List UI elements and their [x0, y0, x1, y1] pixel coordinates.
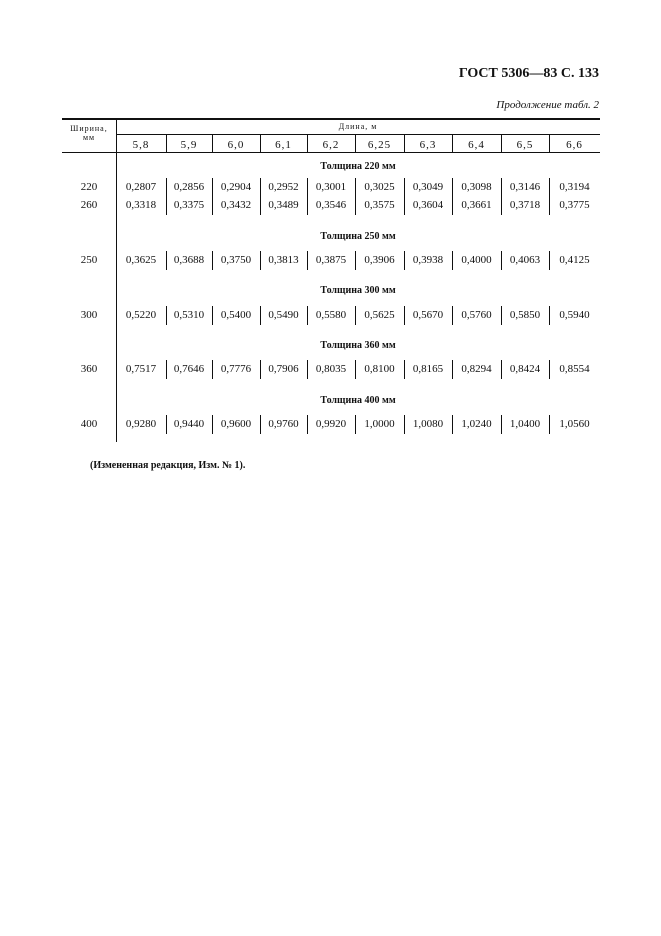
table-cell: 1,0000 — [364, 418, 395, 430]
cell-divider — [355, 360, 356, 379]
table-cell: 0,5850 — [509, 309, 541, 321]
row-width-label: 300 — [80, 309, 98, 321]
table-cell: 0,3025 — [364, 181, 395, 193]
row-width-label: 400 — [80, 418, 98, 430]
length-header: 6,5 — [516, 139, 534, 151]
cell-divider — [549, 360, 550, 379]
table-cell: 0,2807 — [125, 181, 157, 193]
cell-divider — [549, 196, 550, 215]
table-cell: 0,4125 — [559, 254, 590, 266]
length-header: 6,0 — [227, 139, 245, 151]
column-divider — [452, 135, 453, 152]
table-cell: 0,8294 — [461, 363, 492, 375]
thickness-group-title: Толщина 250 мм — [320, 231, 396, 242]
thickness-group-title: Толщина 400 мм — [320, 395, 396, 406]
cell-divider — [307, 251, 308, 270]
table-cell: 0,3604 — [412, 199, 444, 211]
table-cell: 1,0240 — [461, 418, 492, 430]
table-cell: 0,3146 — [509, 181, 541, 193]
cell-divider — [404, 360, 405, 379]
table-cell: 0,8554 — [559, 363, 590, 375]
cell-divider — [452, 360, 453, 379]
length-header: 5,8 — [132, 139, 150, 151]
cell-divider — [307, 360, 308, 379]
width-header — [62, 124, 116, 142]
column-divider — [166, 135, 167, 152]
length-header: 6,1 — [275, 139, 292, 151]
length-header: 6,25 — [367, 139, 392, 151]
cell-divider — [355, 196, 356, 215]
cell-divider — [501, 196, 502, 215]
table-cell: 1,0560 — [559, 418, 590, 430]
table-cell: 0,5220 — [125, 309, 157, 321]
length-group-header: Длина, м — [338, 122, 378, 131]
table-cell: 0,9280 — [125, 418, 157, 430]
length-header: 6,3 — [419, 139, 437, 151]
thickness-group-title: Толщина 220 мм — [320, 161, 396, 172]
column-divider — [260, 135, 261, 152]
cell-divider — [355, 415, 356, 434]
cell-divider — [260, 306, 261, 325]
cell-divider — [549, 306, 550, 325]
table-cell: 0,7517 — [125, 363, 157, 375]
cell-divider — [212, 196, 213, 215]
table-cell: 0,5670 — [412, 309, 444, 321]
table-cell: 0,9600 — [220, 418, 252, 430]
table-cell: 0,5625 — [364, 309, 395, 321]
table-cell: 0,7776 — [220, 363, 252, 375]
table-cell: 0,5940 — [559, 309, 590, 321]
table-cell: 0,3875 — [315, 254, 347, 266]
header-divider — [116, 134, 600, 135]
column-divider — [307, 135, 308, 152]
cell-divider — [404, 415, 405, 434]
table-cell: 0,3546 — [315, 199, 347, 211]
cell-divider — [260, 415, 261, 434]
table-cell: 0,3098 — [461, 181, 492, 193]
table-cell: 0,3575 — [364, 199, 395, 211]
table-cell: 0,5580 — [315, 309, 347, 321]
table-cell: 0,7906 — [268, 363, 299, 375]
column-divider — [212, 135, 213, 152]
table-cell: 1,0400 — [509, 418, 541, 430]
table-cell: 0,8100 — [364, 363, 395, 375]
cell-divider — [452, 306, 453, 325]
table-cell: 0,5490 — [268, 309, 299, 321]
cell-divider — [355, 251, 356, 270]
cell-divider — [404, 251, 405, 270]
table-cell: 0,3906 — [364, 254, 395, 266]
cell-divider — [166, 196, 167, 215]
table-cell: 0,3775 — [559, 199, 590, 211]
length-header: 6,2 — [322, 139, 340, 151]
row-width-label: 250 — [80, 254, 98, 266]
column-divider — [549, 135, 550, 152]
thickness-group-title: Толщина 300 мм — [320, 285, 396, 296]
row-width-label: 260 — [80, 199, 98, 211]
table-cell: 0,7646 — [173, 363, 205, 375]
table-cell: 0,4000 — [461, 254, 492, 266]
table-cell: 0,8424 — [509, 363, 541, 375]
cell-divider — [501, 306, 502, 325]
cell-divider — [307, 415, 308, 434]
cell-divider — [501, 415, 502, 434]
table-cell: 0,3318 — [125, 199, 157, 211]
length-header: 6,4 — [468, 139, 485, 151]
table-cell: 0,8165 — [412, 363, 444, 375]
cell-divider — [452, 415, 453, 434]
column-divider — [501, 135, 502, 152]
cell-divider — [166, 415, 167, 434]
page-header: ГОСТ 5306—83 С. 133 — [458, 66, 599, 81]
header-bottom-border — [62, 152, 600, 153]
row-width-label: 360 — [80, 363, 98, 375]
cell-divider — [212, 360, 213, 379]
length-header: 6,6 — [566, 139, 583, 151]
table-cell: 0,5400 — [220, 309, 252, 321]
table-cell: 1,0080 — [412, 418, 444, 430]
cell-divider — [166, 360, 167, 379]
table-cell: 0,3194 — [559, 181, 590, 193]
table-cell: 0,3688 — [173, 254, 205, 266]
cell-divider — [260, 251, 261, 270]
cell-divider — [307, 196, 308, 215]
cell-divider — [355, 306, 356, 325]
table-cell: 0,9920 — [315, 418, 347, 430]
cell-divider — [260, 196, 261, 215]
table-cell: 0,3001 — [315, 181, 347, 193]
table-cell: 0,9440 — [173, 418, 205, 430]
table-cell: 0,3049 — [412, 181, 444, 193]
cell-divider — [501, 251, 502, 270]
table-cell: 0,5310 — [173, 309, 205, 321]
cell-divider — [166, 306, 167, 325]
cell-divider — [501, 360, 502, 379]
width-header-line2: мм — [82, 133, 96, 142]
table-cell: 0,2904 — [220, 181, 252, 193]
table-cell: 0,3718 — [509, 199, 541, 211]
table-cell: 0,3661 — [461, 199, 492, 211]
row-width-label: 220 — [80, 181, 98, 193]
table-cell: 0,9760 — [268, 418, 299, 430]
table-cell: 0,3625 — [125, 254, 157, 266]
table-cell: 0,3750 — [220, 254, 252, 266]
thickness-group-title: Толщина 360 мм — [320, 340, 396, 351]
cell-divider — [404, 196, 405, 215]
table-cell: 0,3432 — [220, 199, 252, 211]
cell-divider — [549, 415, 550, 434]
revision-note: (Измененная редакция, Изм. № 1). — [90, 460, 246, 471]
cell-divider — [404, 306, 405, 325]
table-cell: 0,8035 — [315, 363, 347, 375]
width-header-line1: Ширина, — [70, 124, 108, 133]
table-cell: 0,3813 — [268, 254, 299, 266]
cell-divider — [452, 196, 453, 215]
cell-divider — [307, 306, 308, 325]
column-divider — [355, 135, 356, 152]
cell-divider — [212, 251, 213, 270]
table-cell: 0,3938 — [412, 254, 444, 266]
length-header: 5,9 — [180, 139, 198, 151]
table-cell: 0,4063 — [509, 254, 541, 266]
cell-divider — [260, 360, 261, 379]
table-cell: 0,2952 — [268, 181, 299, 193]
table-cell: 0,2856 — [173, 181, 205, 193]
cell-divider — [212, 415, 213, 434]
cell-divider — [549, 251, 550, 270]
table-continuation-label: Продолжение табл. 2 — [496, 99, 599, 111]
cell-divider — [212, 306, 213, 325]
table-top-border — [62, 118, 600, 120]
cell-divider — [166, 251, 167, 270]
table-cell: 0,3489 — [268, 199, 299, 211]
cell-divider — [452, 251, 453, 270]
column-divider — [404, 135, 405, 152]
table-cell: 0,3375 — [173, 199, 205, 211]
table-cell: 0,5760 — [461, 309, 492, 321]
